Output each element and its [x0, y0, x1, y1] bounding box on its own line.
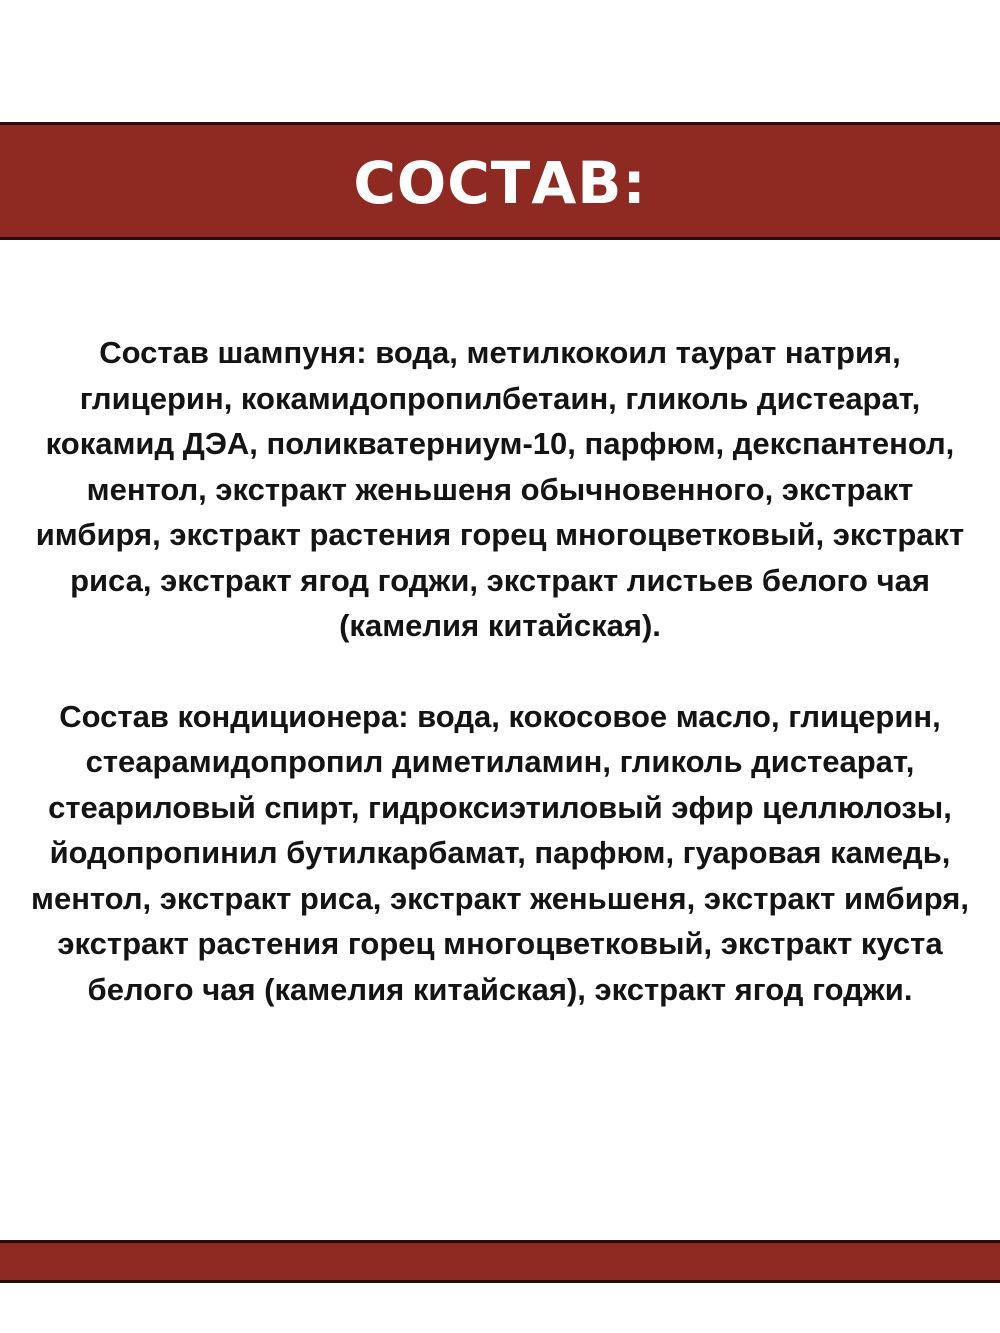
- paragraph-spacer: [30, 649, 970, 694]
- conditioner-composition: Состав кондиционера: вода, кокосовое масло, глицерин, стеарамидопропил диметиламин, гликоль дистеарат, стеариловый спирт, гидроксиэтиловый эфир целлюлозы, йодопропинил бутилкарбамат, парфюм, гуаровая камедь, ментол, экстракт риса, экстракт женьшеня, экстракт имбиря, экстракт растения горец многоцветковый, экстракт куста белого чая (камелия китайская), экстракт ягод годжи.: [31, 698, 969, 1007]
- composition-text: [30, 330, 970, 1012]
- title-banner: [0, 122, 1000, 240]
- page-title: СОСТАВ:: [353, 149, 647, 217]
- shampoo-composition: Состав шампуня: вода, метилкокоил таурат натрия, глицерин, кокамидопропилбетаин, гликоль дистеарат, кокамид ДЭА, поликватерниум-10, парфюм, декспантенол, ментол, экстракт женьшеня обычновенного, экстракт имбиря, экстракт растения горец многоцветковый, экстракт риса, экстракт ягод годжи, экстракт листьев белого чая (камелия китайская).: [35, 335, 965, 643]
- bottom-decorative-bar: [0, 1240, 1000, 1283]
